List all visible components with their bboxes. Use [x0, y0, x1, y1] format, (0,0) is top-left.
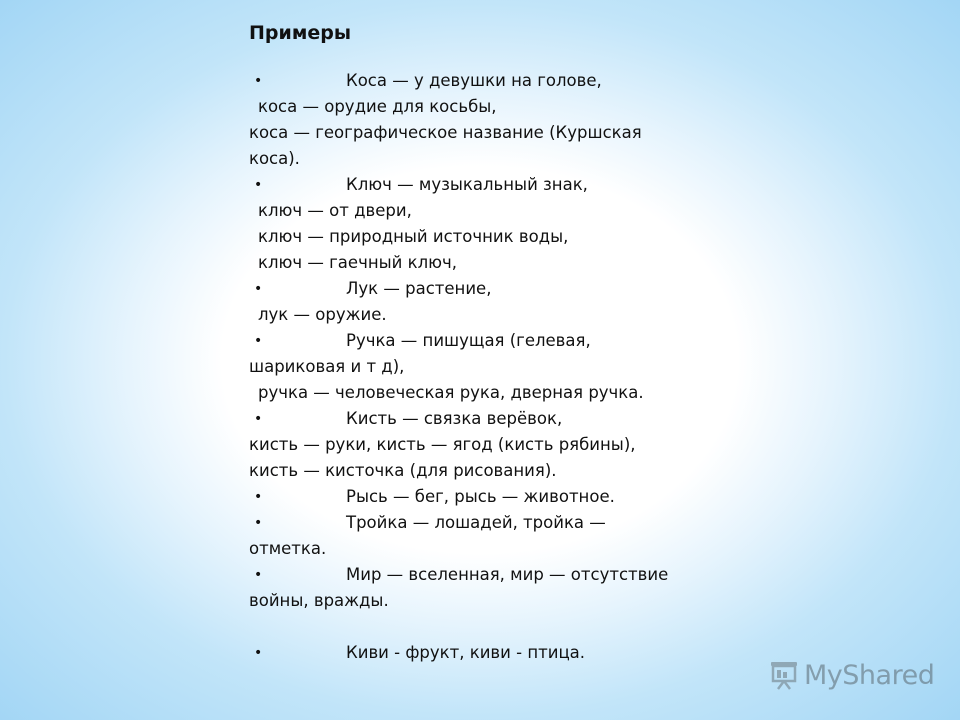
bullet-icon: •: [254, 73, 263, 89]
line-text: коса — географическое название (Куршская: [249, 123, 642, 142]
line-text: ключ — от двери,: [258, 201, 412, 220]
bullet-text: Ключ — музыкальный знак,: [346, 175, 588, 194]
list-line: [249, 588, 719, 614]
bullet-text: Лук — растение,: [346, 279, 492, 298]
line-text: отметка.: [249, 539, 327, 558]
list-line: [249, 198, 719, 224]
line-text: коса — орудие для косьбы,: [258, 97, 497, 116]
line-text: ключ — природный источник воды,: [258, 227, 569, 246]
bullet-item: [249, 276, 719, 302]
list-line: [249, 120, 719, 146]
bullet-text: Рысь — бег, рысь — животное.: [346, 487, 615, 506]
line-text: войны, вражды.: [249, 591, 389, 610]
bullet-icon: •: [254, 333, 263, 349]
slide-content: [249, 18, 719, 666]
line-text: кисть — руки, кисть — ягод (кисть рябины),: [249, 435, 636, 454]
blank-line: [249, 614, 719, 640]
line-text: коса).: [249, 149, 300, 168]
list-line: [249, 458, 719, 484]
list-line: [249, 94, 719, 120]
list-line: [249, 380, 719, 406]
line-text: кисть — кисточка (для рисования).: [249, 461, 557, 480]
list-line: [249, 224, 719, 250]
bullet-text: Тройка — лошадей, тройка —: [346, 513, 606, 532]
bullet-icon: •: [254, 177, 263, 193]
bullet-item: [249, 640, 719, 666]
bullet-text: Киви - фрукт, киви - птица.: [346, 643, 586, 662]
bullet-text: Коса — у девушки на голове,: [346, 71, 602, 90]
bullet-text: Ручка — пишущая (гелевая,: [346, 331, 591, 350]
bullet-item: [249, 406, 719, 432]
list-line: [249, 432, 719, 458]
watermark-text: MyShared: [804, 659, 935, 691]
bullet-text: Кисть — связка верёвок,: [346, 409, 563, 428]
bullet-icon: •: [254, 281, 263, 297]
bullet-item: [249, 68, 719, 94]
examples-list: [249, 68, 719, 666]
bullet-text: Мир — вселенная, мир — отсутствие: [346, 565, 669, 584]
bullet-item: [249, 484, 719, 510]
list-line: [249, 146, 719, 172]
bullet-icon: •: [254, 411, 263, 427]
list-line: [249, 302, 719, 328]
list-line: [249, 250, 719, 276]
watermark-logo: [768, 655, 934, 695]
line-text: ключ — гаечный ключ,: [258, 253, 457, 272]
line-text: шариковая и т д),: [249, 357, 405, 376]
bullet-icon: •: [254, 515, 263, 531]
bullet-item: [249, 510, 719, 536]
bullet-item: [249, 328, 719, 354]
slide-title: Примеры: [249, 22, 352, 44]
line-text: ручка — человеческая рука, дверная ручка.: [258, 383, 644, 402]
list-line: [249, 354, 719, 380]
projector-screen-icon: [768, 659, 800, 691]
list-line: [249, 536, 719, 562]
bullet-item: [249, 562, 719, 588]
bullet-icon: •: [254, 645, 263, 661]
bullet-item: [249, 172, 719, 198]
bullet-icon: •: [254, 567, 263, 583]
line-text: лук — оружие.: [258, 305, 387, 324]
bullet-icon: •: [254, 489, 263, 505]
